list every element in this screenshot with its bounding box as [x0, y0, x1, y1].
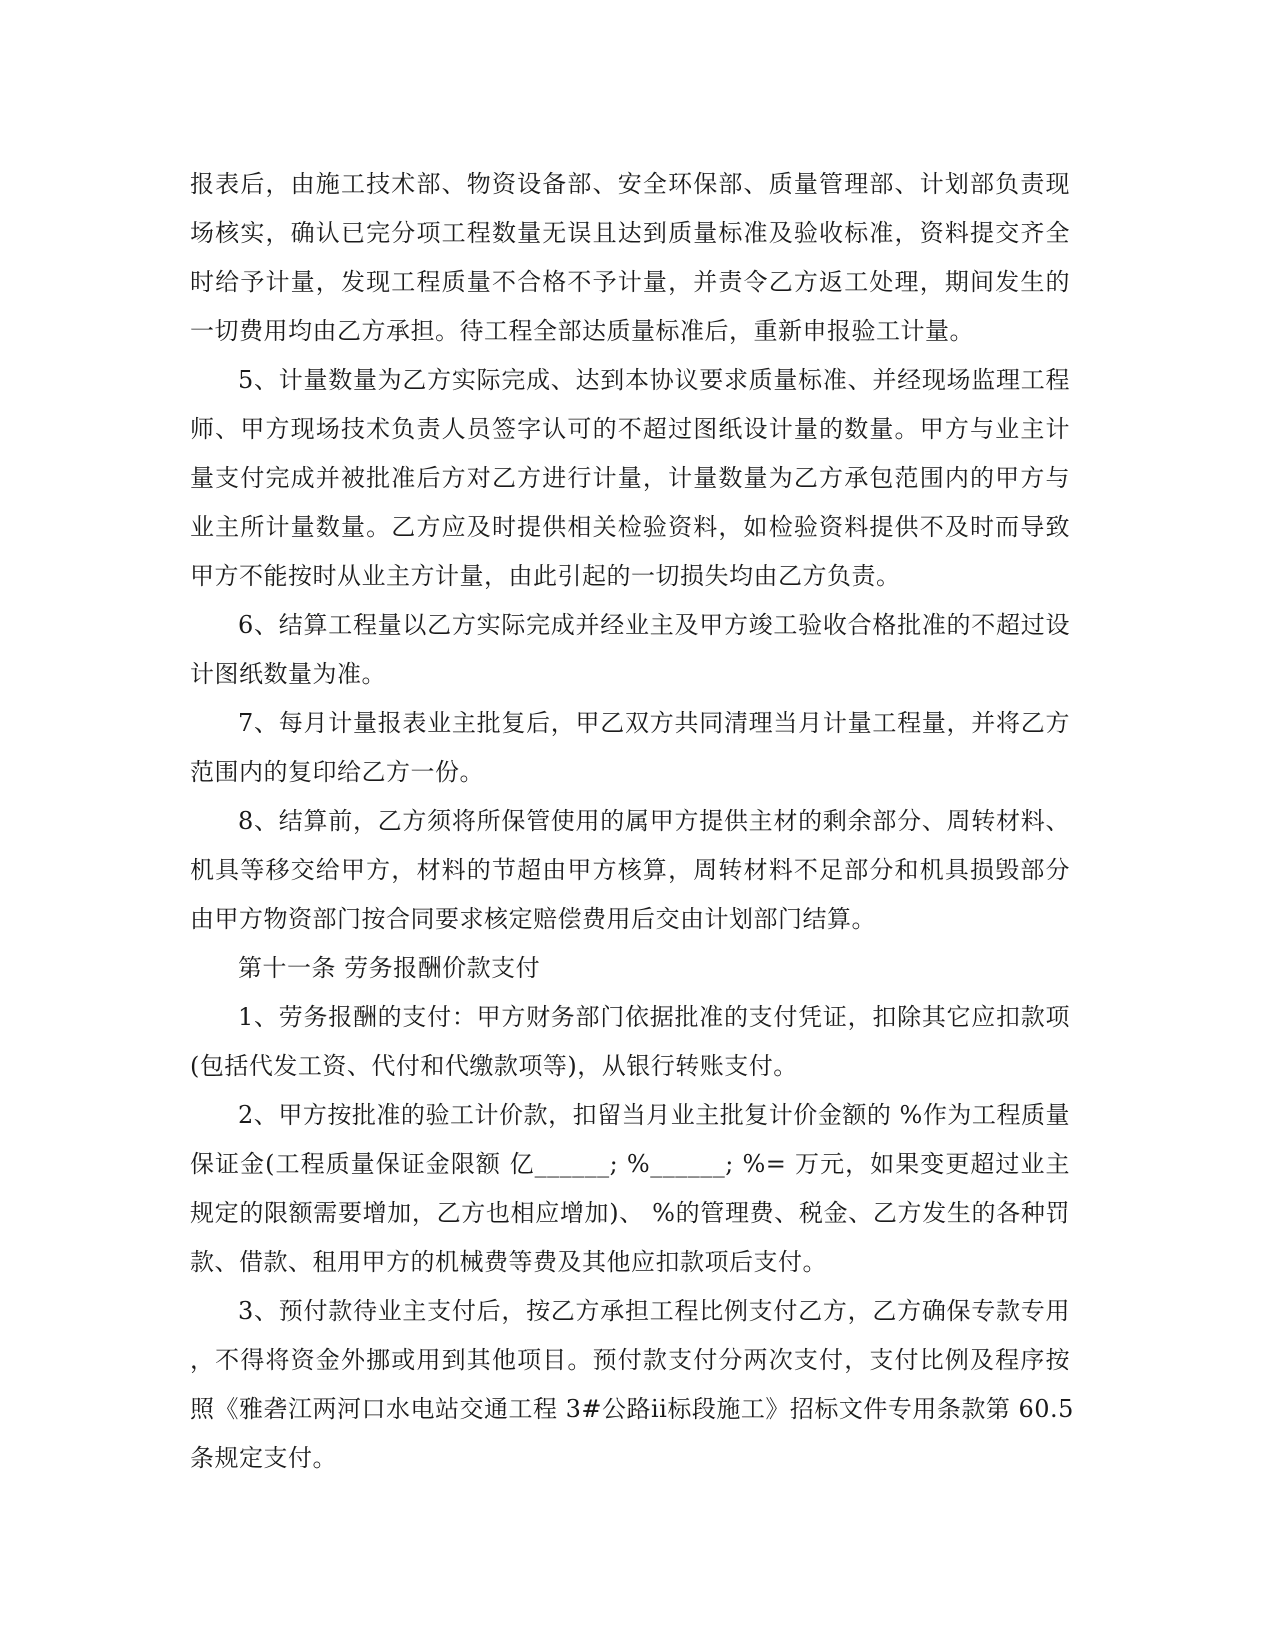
text-line: 1、劳务报酬的支付：甲方财务部门依据批准的支付凭证，扣除其它应扣款项: [238, 1003, 1070, 1031]
text-line: 师、甲方现场技术负责人员签字认可的不超过图纸设计量的数量。甲方与业主计: [190, 415, 1070, 443]
text-line: 甲方不能按时从业主方计量，由此引起的一切损失均由乙方负责。: [190, 562, 901, 590]
text-line: 机具等移交给甲方，材料的节超由甲方核算，周转材料不足部分和机具损毁部分: [190, 856, 1070, 884]
text-line: 时给予计量，发现工程质量不合格不予计量，并责令乙方返工处理，期间发生的: [190, 268, 1070, 296]
text-line: 5、计量数量为乙方实际完成、达到本协议要求质量标准、并经现场监理工程: [238, 366, 1070, 394]
text-line: 计图纸数量为准。: [190, 660, 386, 688]
text-line: 范围内的复印给乙方一份。: [190, 758, 484, 786]
text-line: 保证金(工程质量保证金限额 亿______; %______; %= 万元，如果变更超过业主: [190, 1150, 1070, 1178]
text-line: 规定的限额需要增加，乙方也相应增加)、 %的管理费、税金、乙方发生的各种罚: [190, 1199, 1070, 1227]
text-line: 6、结算工程量以乙方实际完成并经业主及甲方竣工验收合格批准的不超过设: [238, 611, 1070, 639]
text-line: 由甲方物资部门按合同要求核定赔偿费用后交由计划部门结算。: [190, 905, 876, 933]
text-line: 2、甲方按批准的验工计价款，扣留当月业主批复计价金额的 %作为工程质量: [238, 1101, 1070, 1129]
text-line: 款、借款、租用甲方的机械费等费及其他应扣款项后支付。: [190, 1248, 827, 1276]
text-line: 报表后，由施工技术部、物资设备部、安全环保部、质量管理部、计划部负责现: [190, 170, 1070, 198]
text-line: 场核实，确认已完分项工程数量无误且达到质量标准及验收标准，资料提交齐全: [190, 219, 1070, 247]
text-line: 7、每月计量报表业主批复后，甲乙双方共同清理当月计量工程量，并将乙方: [238, 709, 1070, 737]
text-line: 照《雅砻江两河口水电站交通工程 3#公路ii标段施工》招标文件专用条款第 60.5: [190, 1395, 1074, 1423]
text-line: 8、结算前，乙方须将所保管使用的属甲方提供主材的剩余部分、周转材料、: [238, 807, 1070, 835]
text-line: ，不得将资金外挪或用到其他项目。预付款支付分两次支付，支付比例及程序按: [190, 1346, 1070, 1374]
document-body: [190, 160, 1074, 1483]
text-line: 一切费用均由乙方承担。待工程全部达质量标准后，重新申报验工计量。: [190, 317, 974, 345]
text-line: 业主所计量数量。乙方应及时提供相关检验资料，如检验资料提供不及时而导致: [190, 513, 1070, 541]
text-line: 量支付完成并被批准后方对乙方进行计量，计量数量为乙方承包范围内的甲方与: [190, 464, 1070, 492]
section-heading: 第十一条 劳务报酬价款支付: [238, 954, 541, 982]
text-line: 3、预付款待业主支付后，按乙方承担工程比例支付乙方，乙方确保专款专用: [238, 1297, 1070, 1325]
text-line: (包括代发工资、代付和代缴款项等)，从银行转账支付。: [190, 1052, 798, 1080]
text-line: 条规定支付。: [190, 1444, 337, 1472]
